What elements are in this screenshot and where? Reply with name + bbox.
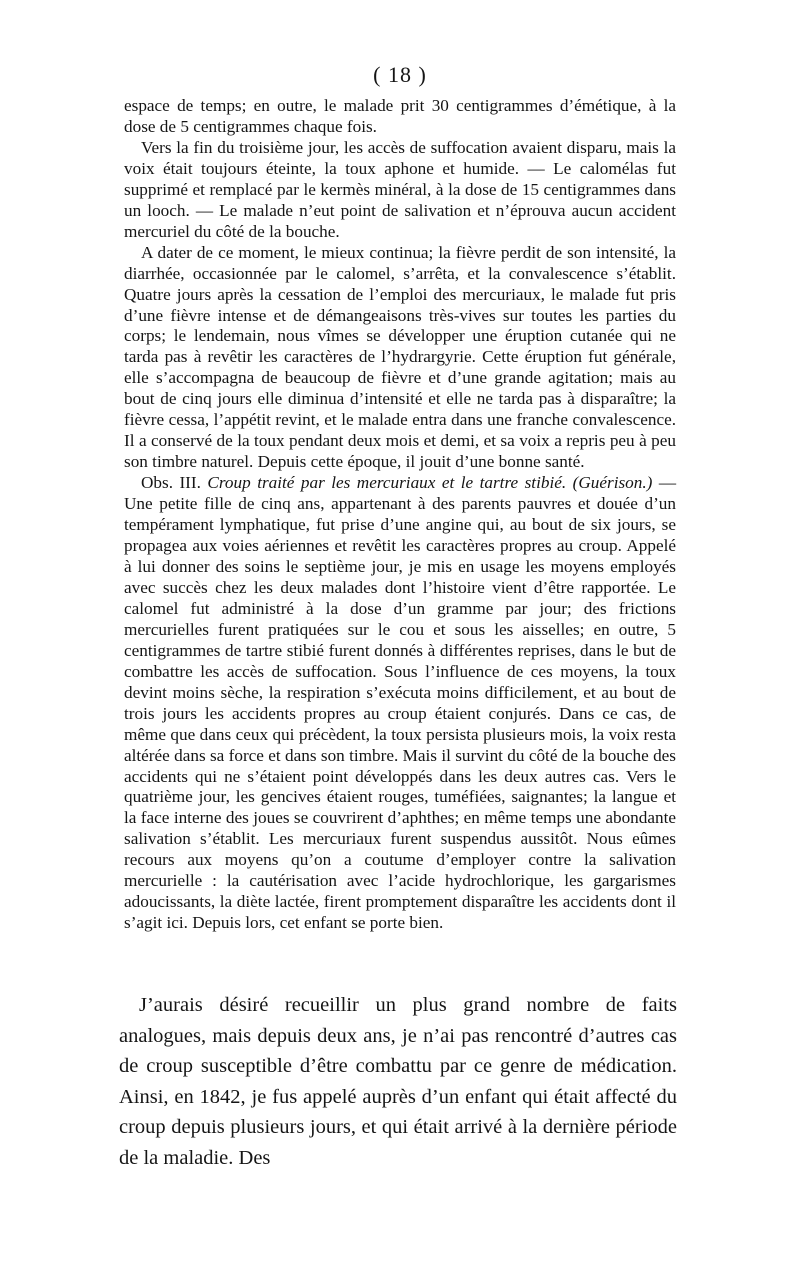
observation-result: (Guérison.) (572, 473, 653, 493)
closing-paragraph: J’aurais désiré recueillir un plus grand nombre de faits analogues, mais depuis deux ans, je n’ai pas rencontré d’autres cas de croup susceptible d’être combattu par ce genre de médication. Ainsi, en 1842, je fus appelé auprès d’un enfant qui était affecté du croup depuis plusieurs jours, et qui était arrivé à la dernière période de la maladie. Des (119, 994, 677, 1169)
page-number: ( 18 ) (373, 62, 427, 87)
paragraph-continuation: espace de temps; en outre, le malade prit 30 centigrammes d’émétique, à la dose de 5 centigrammes chaque fois. (124, 96, 676, 136)
paragraph-third-day: Vers la fin du troisième jour, les accès de suffocation avaient disparu, mais la voix était toujours éteinte, la toux aphone et humide. — Le calomélas fut supprimé et remplacé par le kermès minéral, à la dose de 15 centigrammes dans un looch. — Le malade n’eut point de salivation et n’éprouva aucun accident mercuriel du côté de la bouche. (124, 137, 676, 241)
main-text-block (124, 96, 676, 934)
observation-paragraph (124, 473, 676, 934)
closing-text-block (119, 990, 677, 1173)
observation-text: — Une petite fille de cinq ans, appartenant à des parents pauvres et douée d’un tempérament lymphatique, fut prise d’une angine qui, au bout de six jours, se propagea aux voies aériennes et revêtit les caractères propres au croup. Appelé à lui donner des soins le septième jour, je mis en usage les moyens employés avec succès chez les deux malades dont l’histoire vient d’être rapportée. Le calomel fut administré à la dose d’un gramme par jour; des frictions mercurielles furent pratiquées sur le cou et sous les aisselles; en outre, 5 centigrammes de tartre stibié furent donnés à différentes reprises, dans le but de combattre les accès de suffocation. Sous l’influence de ces moyens, la toux devint moins sèche, la respiration s’exécuta moins difficilement, et au bout de trois jours les accidents propres au croup étaient conjurés. Dans ce cas, de même que dans ceux qui précèdent, la toux persista plusieurs mois, la voix resta altérée dans sa force et dans son timbre. Mais il survint du côté de la bouche des accidents qui ne s’étaient point développés dans les deux autres cas. Vers le quatrième jour, les gencives étaient rouges, tuméfiées, saignantes; la langue et la face interne des joues se couvrirent d’aphthes; en même temps une abondante salivation s’établit. Les mercuriaux furent suspendus aussitôt. Nous eûmes recours aux moyens qu’on a coutume d’employer contre la salivation mercurielle : la cautérisation avec l’acide hydrochlorique, les gargarismes adoucissants, la diète lactée, firent promptement disparaître les accidents dont il s’agit ici. Depuis lors, cet enfant se porte bien. (124, 473, 677, 933)
observation-label: Obs. III. (141, 473, 201, 493)
paragraph-convalescence: A dater de ce moment, le mieux continua; la fièvre perdit de son intensité, la diarrhée, occasionnée par le calomel, s’arrêta, et la convalescence s’établit. Quatre jours après la cessation de l’emploi des mercuriaux, le malade fut pris d’une fièvre intense et de démangeaisons très-vives sur toutes les parties du corps; le lendemain, nous vîmes se développer une éruption cutanée qui ne tarda pas à revêtir les caractères de l’hydrargyrie. Cette éruption fut générale, elle s’accompagna de beaucoup de fièvre et d’une grande agitation; mais au bout de cinq jours elle diminua d’intensité et elle ne tarda pas à disparaître; la fièvre cessa, l’appétit revint, et le malade entra dans une franche convalescence. Il a conservé de la toux pendant deux mois et demi, et sa voix a repris peu à peu son timbre naturel. Depuis cette époque, il jouit d’une bonne santé. (124, 242, 676, 472)
observation-title: Croup traité par les mercuriaux et le tartre stibié. (207, 473, 567, 493)
